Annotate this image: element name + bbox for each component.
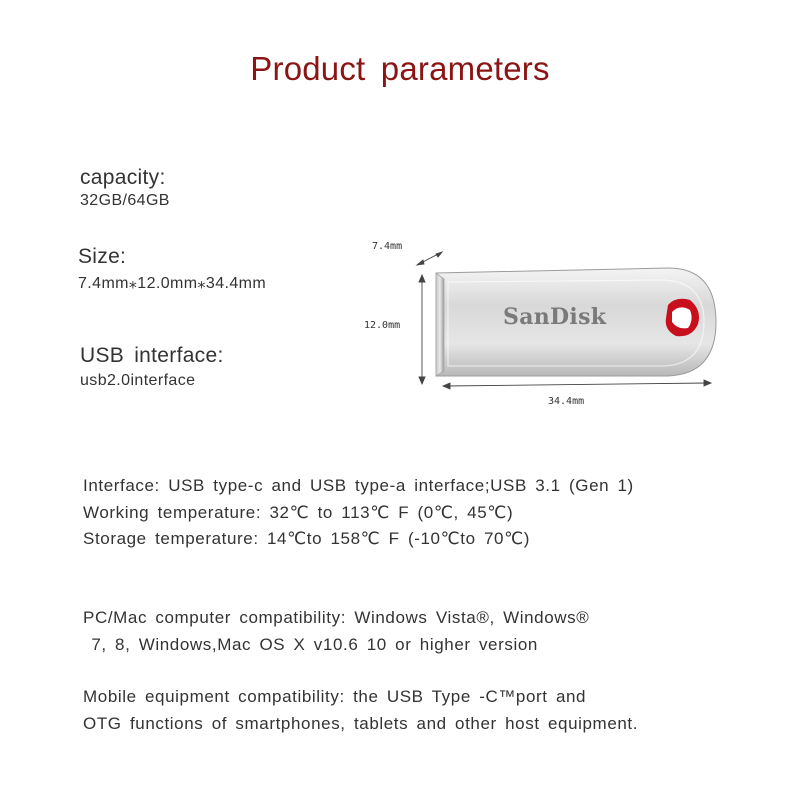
usb-interface-label: USB interface: <box>80 344 224 367</box>
capacity-label: capacity: <box>80 166 166 189</box>
mobile-compatibility-block <box>83 684 638 737</box>
page-title: Product parameters <box>250 50 550 87</box>
capacity-value: 32GB/64GB <box>80 192 170 209</box>
size-value: 7.4mm⁎12.0mm⁎34.4mm <box>78 275 267 292</box>
usb-interface-value: usb2.0interface <box>80 372 196 389</box>
dimension-length-label: 34.4mm <box>548 396 585 407</box>
dimension-width-label: 7.4mm <box>372 241 403 252</box>
pc-compatibility-line-1: PC/Mac computer compatibility: Windows Vista®, Windows® <box>83 608 590 627</box>
mobile-compatibility-line-2: OTG functions of smartphones, tablets and other host equipment. <box>83 713 639 733</box>
mobile-compatibility-line-1: Mobile equipment compatibility: the USB Type -C™port and <box>83 687 587 706</box>
dimension-height-label: 12.0mm <box>364 320 401 331</box>
pc-compatibility-line-2: 7, 8, Windows,Mac OS X v10.6 10 or higher version <box>83 634 538 654</box>
size-label: Size: <box>78 245 127 268</box>
specifications-block <box>83 473 634 553</box>
working-temperature-line: Working temperature: 32℃ to 113℃ F (0℃, 45℃) <box>83 502 514 522</box>
brand-logo: SanDisk <box>503 304 607 330</box>
pc-compatibility-block <box>83 605 589 658</box>
interface-line: Interface: USB type-c and USB type-a interface;USB 3.1 (Gen 1) <box>83 476 634 495</box>
storage-temperature-line: Storage temperature: 14℃to 158℃ F (-10℃to 70℃) <box>83 529 531 548</box>
